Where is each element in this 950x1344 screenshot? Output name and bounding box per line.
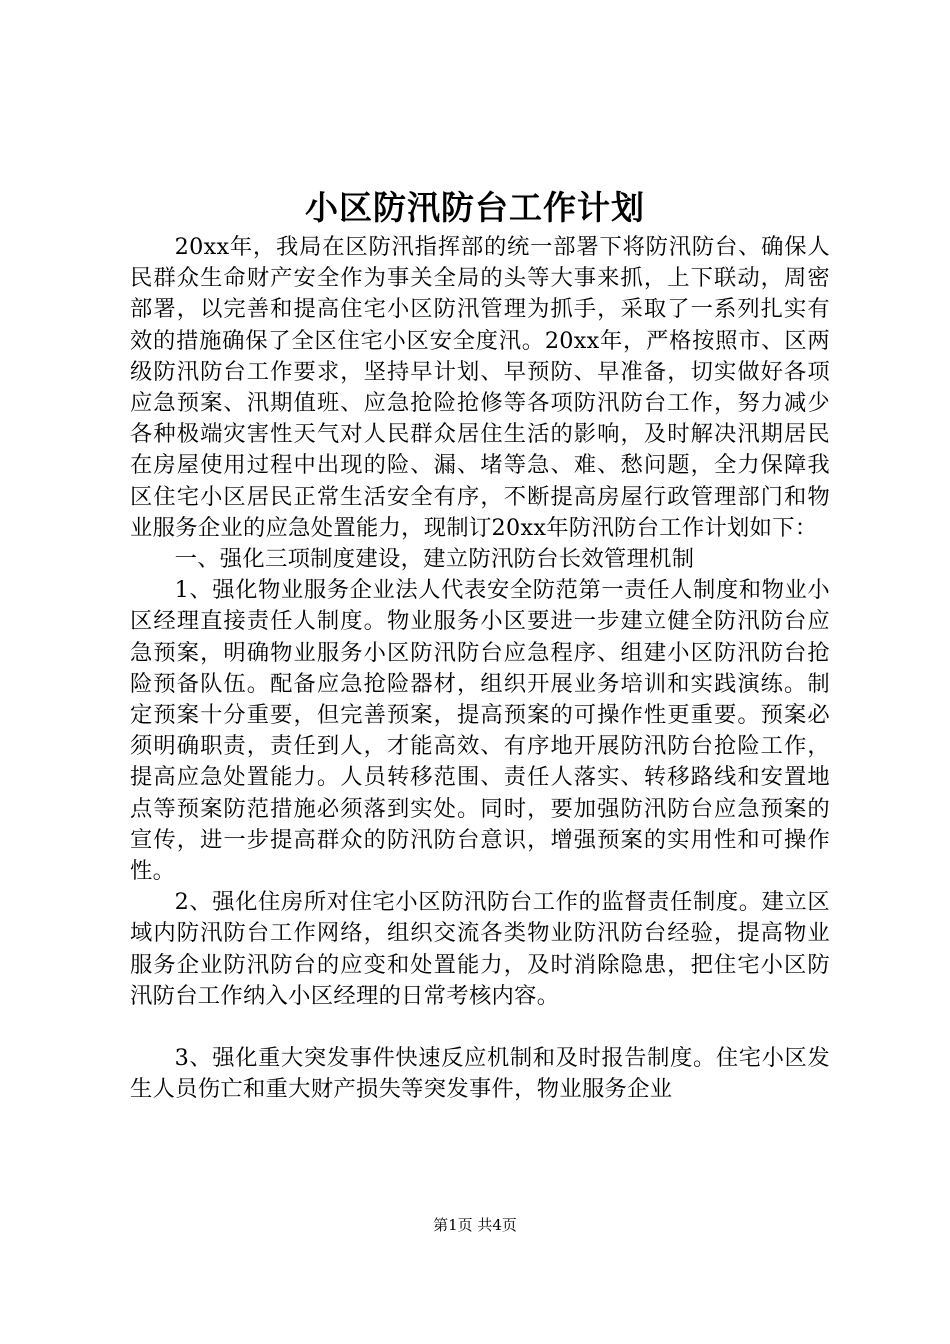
- paragraph-spacer: [130, 1012, 830, 1043]
- intro-paragraph: 20xx年，我局在区防汛指挥部的统一部署下将防汛防台、确保人民群众生命财产安全作为事关全局的头等大事来抓，上下联动，周密部署，以完善和提高住宅小区防汛管理为抓手，采取了一系列扎实有效的措施确保了全区住宅小区安全度汛。20xx年，严格按照市、区两级防汛防台工作要求，坚持早计划、早预防、早准备，切实做好各项应急预案、汛期值班、应急抢险抢修等各项防汛防台工作，努力减少各种极端灾害性天气对人民群众居住生活的影响，及时解决汛期居民在房屋使用过程中出现的险、漏、堵等急、难、愁问题，全力保障我区住宅小区居民正常生活安全有序，不断提高房屋行政管理部门和物业服务企业的应急处置能力，现制订20xx年防汛防台工作计划如下：: [130, 234, 830, 541]
- document-body: [130, 232, 830, 1106]
- paragraph-item-1: 1、强化物业服务企业法人代表安全防范第一责任人制度和物业小区经理直接责任人制度。物业服务小区要进一步建立健全防汛防台应急预案，明确物业服务小区防汛防台应急程序、组建小区防汛防台抢险预备队伍。配备应急抢险器材，组织开展业务培训和实践演练。制定预案十分重要，但完善预案，提高预案的可操作性更重要。预案必须明确职责，责任到人，才能高效、有序地开展防汛防台抢险工作，提高应急处置能力。人员转移范围、责任人落实、转移路线和安置地点等预案防范措施必须落到实处。同时，要加强防汛防台应急预案的宣传，进一步提高群众的防汛防台意识，增强预案的实用性和可操作性。: [130, 577, 830, 885]
- section-heading-1: 一、强化三项制度建设，建立防汛防台长效管理机制: [174, 546, 695, 573]
- page-footer: 第1页 共4页: [433, 1216, 517, 1234]
- paragraph-item-2: 2、强化住房所对住宅小区防汛防台工作的监督责任制度。建立区域内防汛防台工作网络，组织交流各类物业防汛防台经验，提高物业服务企业防汛防台的应变和处置能力，及时消除隐患，把住宅小区防汛防台工作纳入小区经理的日常考核内容。: [130, 889, 830, 1009]
- paragraph-item-3: 3、强化重大突发事件快速反应机制和及时报告制度。住宅小区发生人员伤亡和重大财产损失等突发事件，物业服务企业: [130, 1045, 830, 1103]
- document-title: 小区防汛防台工作计划: [305, 188, 645, 227]
